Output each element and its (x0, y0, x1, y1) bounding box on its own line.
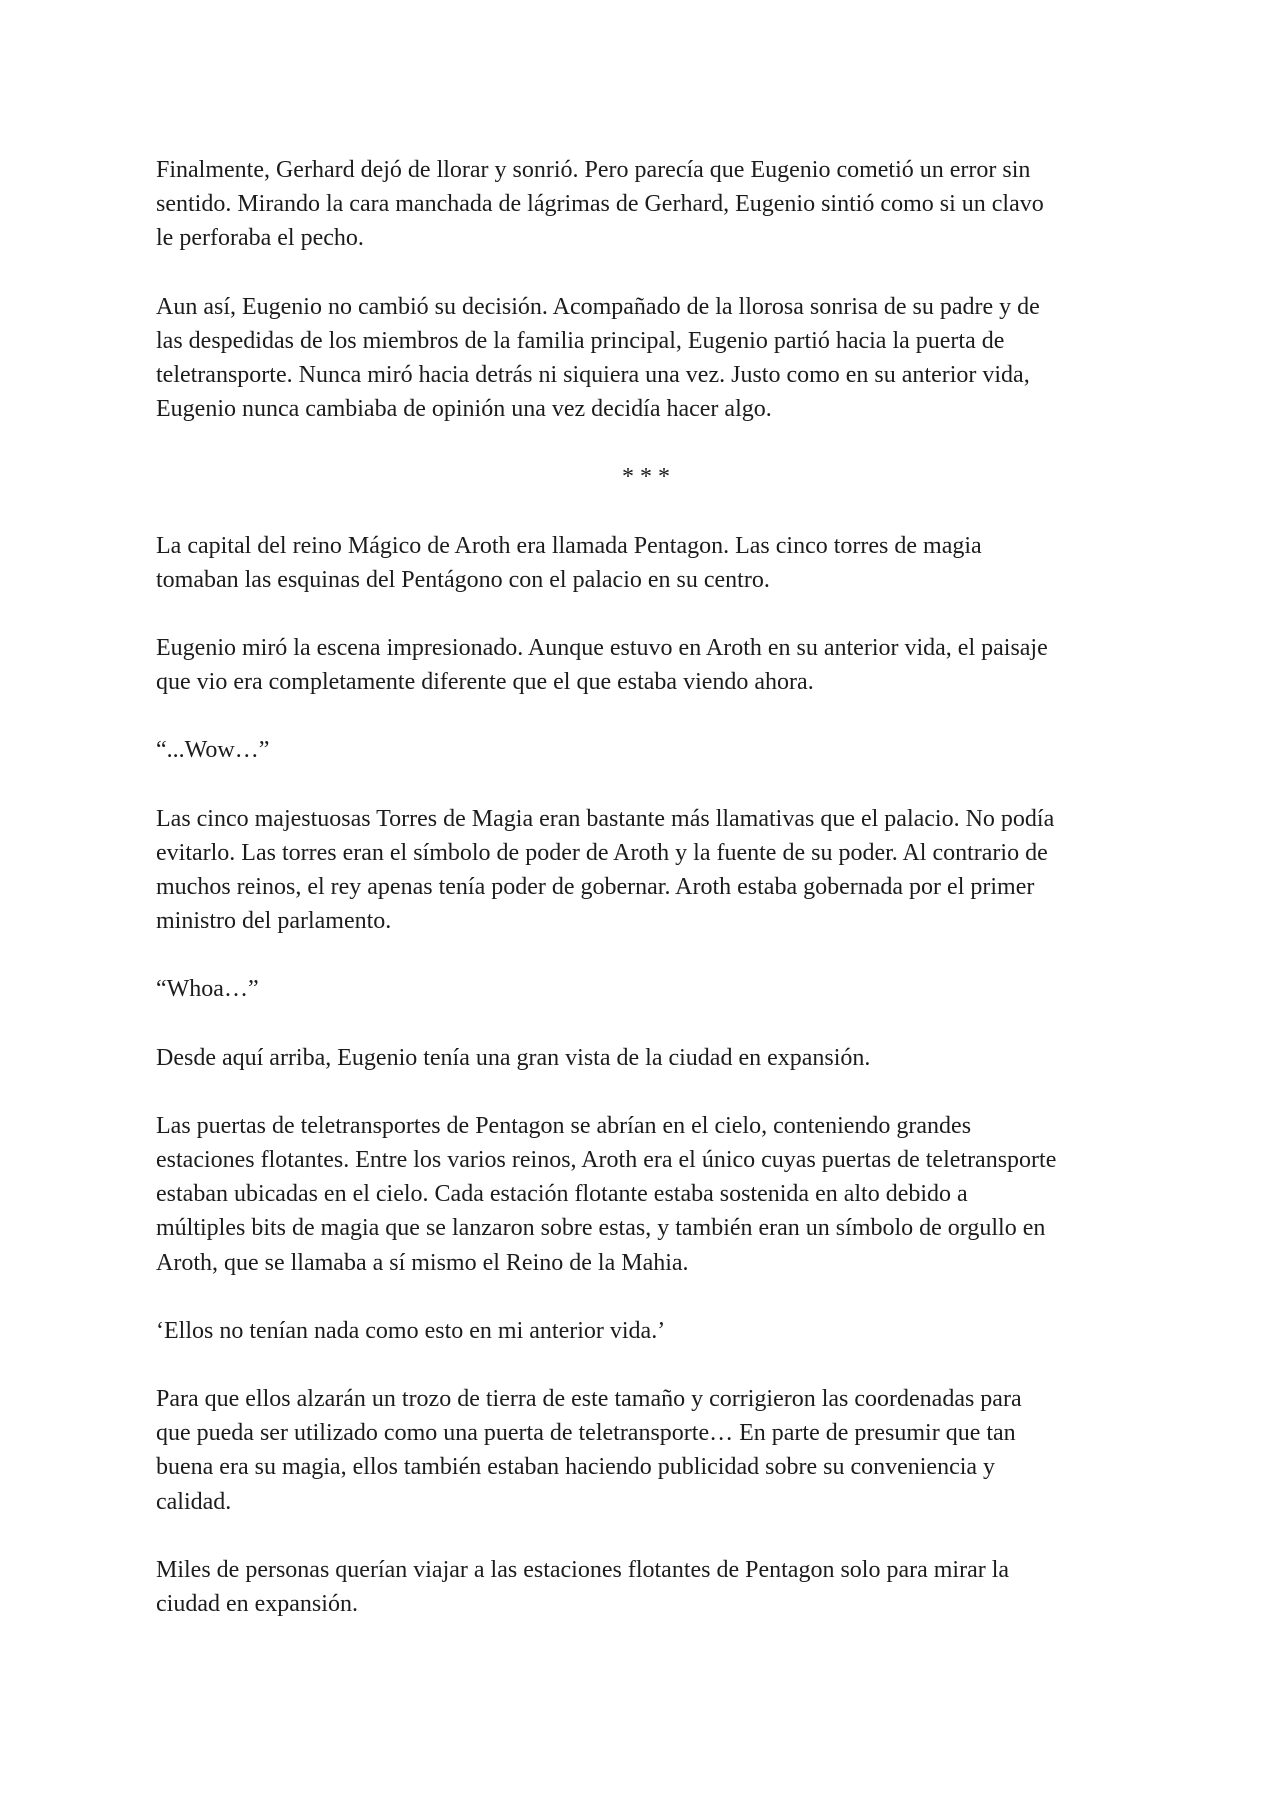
paragraph: Para que ellos alzarán un trozo de tierra de este tamaño y corrigieron las coordenadas para que pueda ser utilizado como una puerta de teletransporte… En parte de presumir que tan buena era su magia, ellos también estaban haciendo publicidad sobre su conveniencia y calidad. (156, 1386, 1022, 1515)
dialogue-line: “...Wow…” (156, 737, 270, 764)
paragraph: Las puertas de teletransportes de Pentagon se abrían en el cielo, conteniendo grandes estaciones flotantes. Entre los varios reinos, Aroth era el único cuyas puertas de teletransporte estaban ubicadas en el cielo. Cada estación flotante estaba sostenida en alto debido a múltiples bits de magia que se lanzaron sobre estas, y también eran un símbolo de orgullo en Aroth, que se llamaba a sí mismo el Reino de la Mahia. (156, 1112, 1057, 1276)
scene-separator: * * * (622, 464, 670, 491)
paragraph: Desde aquí arriba, Eugenio tenía una gran vista de la ciudad en expansión. (156, 1044, 871, 1071)
document-body (156, 153, 1136, 1655)
paragraph: Eugenio miró la escena impresionado. Aunque estuvo en Aroth en su anterior vida, el paisaje que vio era completamente diferente que el que estaba viendo ahora. (156, 635, 1048, 696)
paragraph: Las cinco majestuosas Torres de Magia eran bastante más llamativas que el palacio. No podía evitarlo. Las torres eran el símbolo de poder de Aroth y la fuente de su poder. Al contrario de muchos reinos, el rey apenas tenía poder de gobernar. Aroth estaba gobernada por el primer ministro del parlamento. (156, 805, 1055, 935)
paragraph: Aun así, Eugenio no cambió su decisión. Acompañado de la llorosa sonrisa de su padre y de las despedidas de los miembros de la familia principal, Eugenio partió hacia la puerta de teletransporte. Nunca miró hacia detrás ni siquiera una vez. Justo como en su anterior vida, Eugenio nunca cambiaba de opinión una vez decidía hacer algo. (156, 293, 1040, 423)
paragraph: Finalmente, Gerhard dejó de llorar y sonrió. Pero parecía que Eugenio cometió un error sin sentido. Mirando la cara manchada de lágrimas de Gerhard, Eugenio sintió como si un clavo le perforaba el pecho. (156, 157, 1044, 252)
paragraph: La capital del reino Mágico de Aroth era llamada Pentagon. Las cinco torres de magia tomaban las esquinas del Pentágono con el palacio en su centro. (156, 532, 982, 593)
paragraph: Miles de personas querían viajar a las estaciones flotantes de Pentagon solo para mirar la ciudad en expansión. (156, 1556, 1010, 1618)
dialogue-line: “Whoa…” (156, 976, 259, 1003)
thought-line: ‘Ellos no tenían nada como esto en mi anterior vida.’ (156, 1317, 666, 1344)
